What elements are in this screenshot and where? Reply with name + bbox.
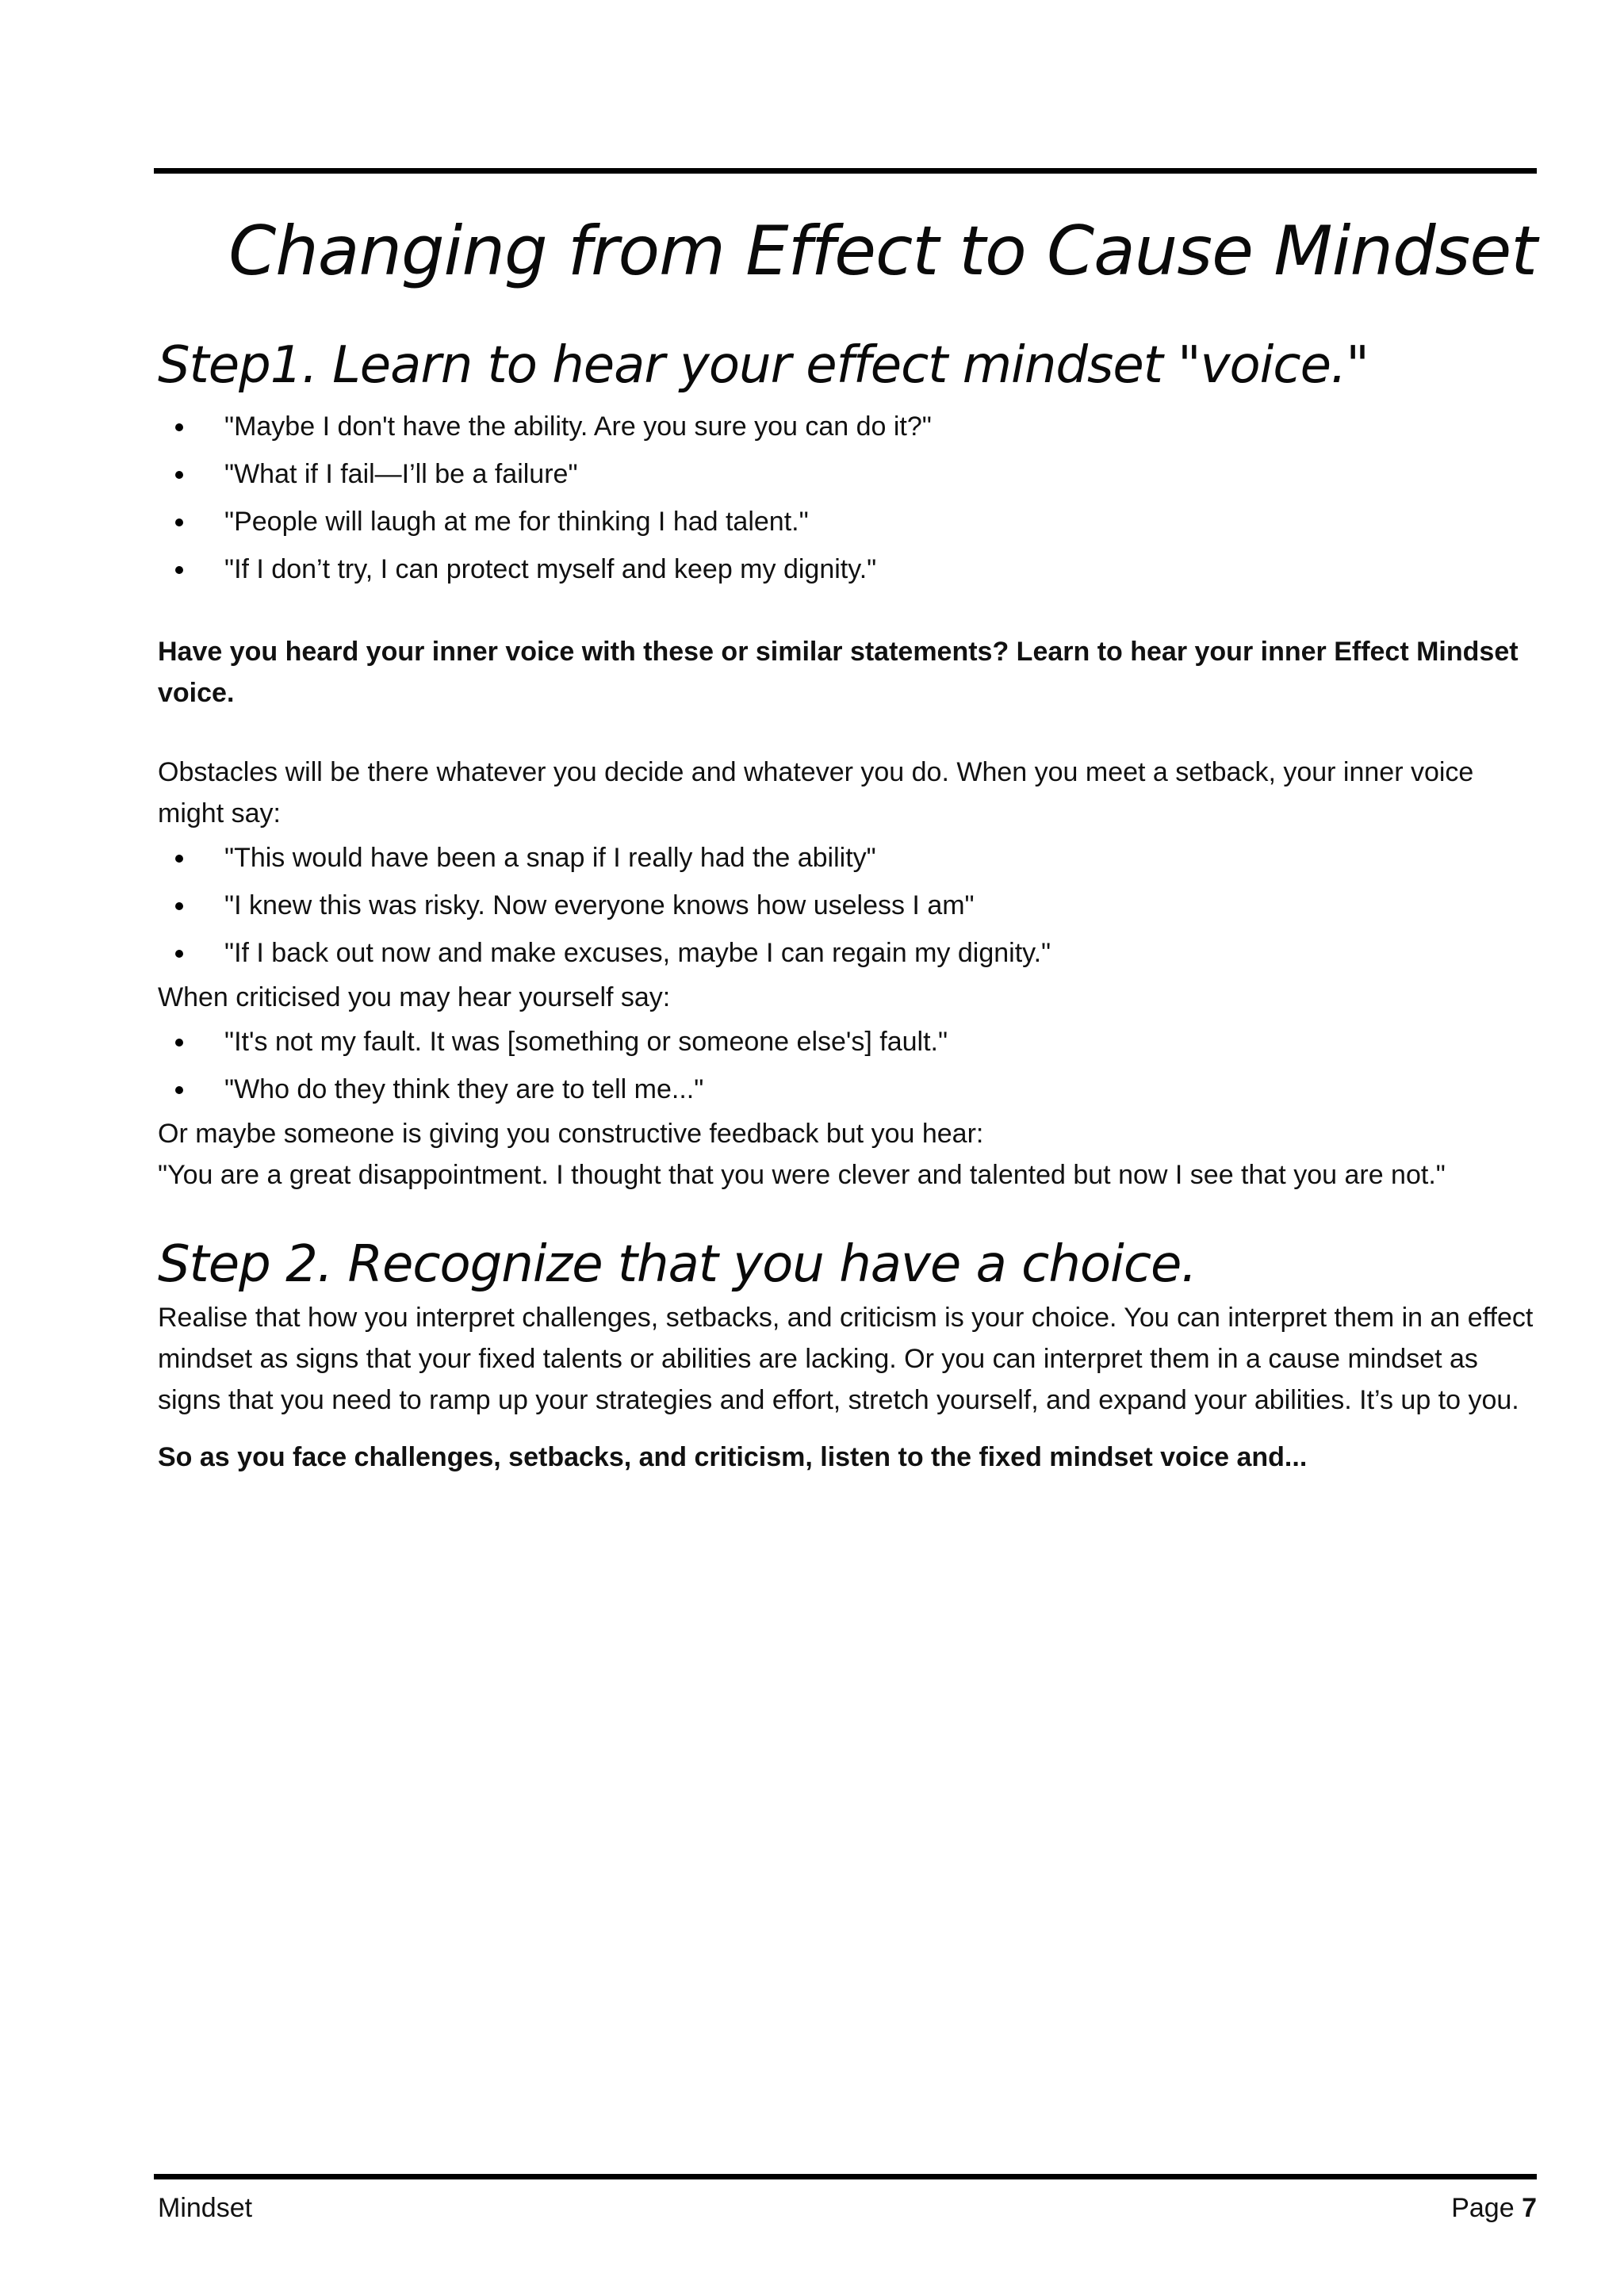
bullet-icon	[175, 855, 183, 863]
obstacles-intro: Obstacles will be there whatever you decide and whatever you do. When you meet a setback, your inner voice might say:	[158, 757, 1474, 828]
list-item-text: "If I back out now and make excuses, maybe I can regain my dignity."	[224, 938, 1051, 968]
list-item-text: "People will laugh at me for thinking I had talent."	[224, 507, 809, 537]
step2-heading: Step 2. Recognize that you have a choice.	[158, 1235, 1197, 1294]
feedback-quote: "You are a great disappointment. I thought that you were clever and talented but now I see that you are not."	[158, 1160, 1446, 1190]
list-item	[158, 545, 1538, 593]
list-item-text: "This would have been a snap if I really had the ability"	[224, 843, 876, 873]
list-item	[158, 834, 1538, 882]
list-item-text: "Maybe I don't have the ability. Are you sure you can do it?"	[224, 411, 932, 442]
step1-heading: Step1. Learn to hear your effect mindset "voice."	[158, 336, 1369, 395]
page-title: Changing from Effect to Cause Mindset	[228, 212, 1537, 291]
criticised-bullet-list	[158, 1018, 1538, 1113]
bullet-icon	[175, 519, 183, 526]
step2-body: Realise that how you interpret challenges, setbacks, and criticism is your choice. You can interpret them in an effect mindset as signs that your fixed talents or abilities are lacking. Or you can interpret them in a cause mindset as signs that you need to ramp up your strategies and effort, stretch yourself, and expand your abilities. It’s up to you.	[158, 1303, 1534, 1415]
bullet-icon	[175, 566, 183, 574]
list-item-text: "Who do they think they are to tell me..."	[224, 1074, 704, 1104]
feedback-intro: Or maybe someone is giving you constructive feedback but you hear:	[158, 1119, 984, 1149]
list-item-text: "It's not my fault. It was [something or someone else's] fault."	[224, 1027, 948, 1057]
list-item-text: "If I don’t try, I can protect myself and keep my dignity."	[224, 554, 877, 584]
list-item	[158, 498, 1538, 545]
criticised-intro: When criticised you may hear yourself say:	[158, 982, 671, 1012]
step1-bullet-list	[158, 403, 1538, 593]
bullet-icon	[175, 950, 183, 958]
page-label: Page	[1451, 2193, 1515, 2223]
inner-voice-question: Have you heard your inner voice with these or similar statements? Learn to hear your inner Effect Mindset voice.	[158, 637, 1519, 708]
list-item	[158, 1066, 1538, 1113]
setback-bullet-list	[158, 834, 1538, 977]
bullet-icon	[175, 471, 183, 479]
list-item	[158, 929, 1538, 977]
page-number-value: 7	[1522, 2193, 1537, 2223]
step2-closing: So as you face challenges, setbacks, and criticism, listen to the fixed mindset voice and...	[158, 1442, 1308, 1472]
footer-page-number	[1451, 2190, 1537, 2226]
list-item	[158, 1018, 1538, 1066]
bullet-icon	[175, 423, 183, 431]
bullet-icon	[175, 902, 183, 910]
bullet-icon	[175, 1039, 183, 1047]
list-item-text: "I knew this was risky. Now everyone knows how useless I am"	[224, 890, 975, 920]
page-content	[158, 330, 1538, 1478]
list-item	[158, 403, 1538, 450]
footer-left-label: Mindset	[158, 2193, 253, 2223]
footer-rule	[154, 2174, 1537, 2179]
list-item	[158, 882, 1538, 929]
list-item-text: "What if I fail—I’ll be a failure"	[224, 459, 578, 489]
list-item	[158, 450, 1538, 498]
header-rule	[154, 168, 1537, 174]
bullet-icon	[175, 1086, 183, 1094]
